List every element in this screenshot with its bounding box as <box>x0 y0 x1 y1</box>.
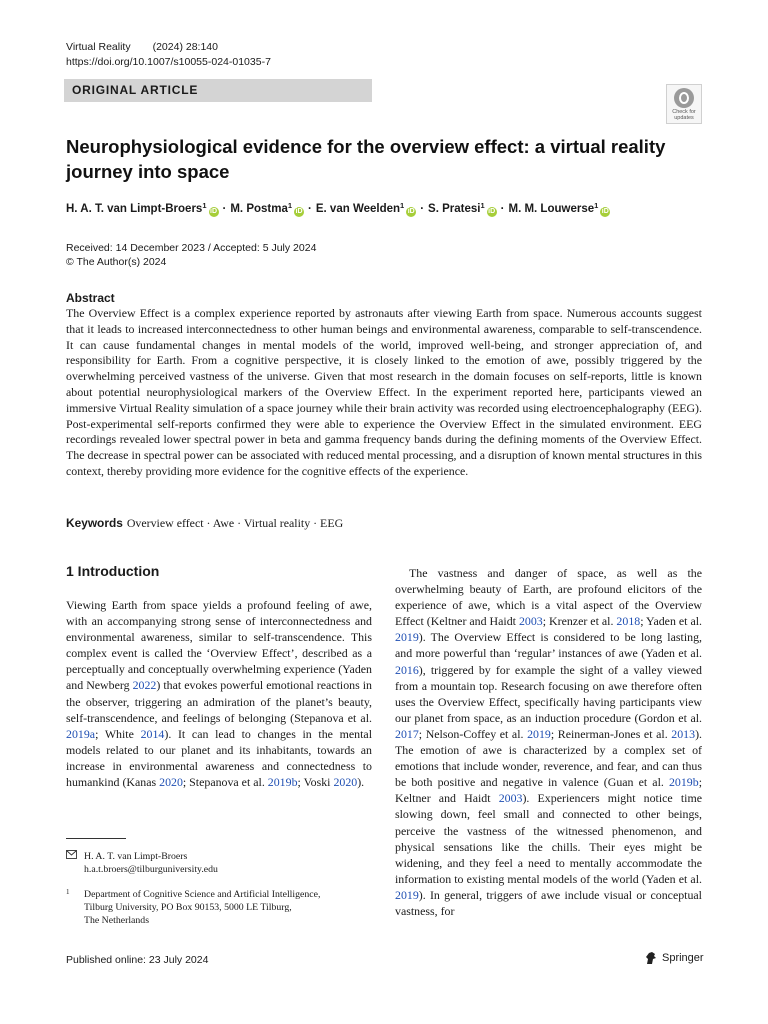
affiliation-mark: 1 <box>66 888 70 896</box>
citation-link[interactable]: 2017 <box>395 726 419 741</box>
article-type-bar: ORIGINAL ARTICLE <box>64 79 372 102</box>
affiliation-line: Tilburg University, PO Box 90153, 5000 LE Tilburg, <box>84 902 292 913</box>
article-dates <box>66 241 316 269</box>
citation-link[interactable]: 2020 <box>333 775 358 790</box>
check-for-updates-button[interactable] <box>666 84 702 124</box>
citation-link[interactable]: 2013 <box>671 726 696 741</box>
check-updates-label: Check for updates <box>672 109 696 121</box>
orcid-icon[interactable]: iD <box>295 208 303 215</box>
orcid-icon[interactable]: iD <box>407 208 415 215</box>
orcid-icon[interactable]: iD <box>210 208 217 215</box>
correspondence-name: H. A. T. van Limpt-Broers <box>84 851 188 862</box>
author-separator: · <box>500 203 505 215</box>
citation-link[interactable]: 2022 <box>132 678 157 693</box>
abstract-heading: Abstract <box>66 291 115 305</box>
citation-link[interactable]: 2019b <box>668 775 699 790</box>
keywords <box>66 516 343 531</box>
citation-link[interactable]: 2019 <box>395 630 419 645</box>
correspondence-email[interactable]: h.a.t.broers@tilburguniversity.edu <box>84 864 218 875</box>
author-name[interactable]: E. van Weelden <box>315 203 401 215</box>
envelope-icon <box>66 850 77 863</box>
citation-link[interactable]: 2019 <box>527 726 551 741</box>
author-affiliation-mark: 1 <box>287 201 293 210</box>
section-heading-introduction: 1 Introduction <box>66 563 160 579</box>
keywords-label: Keywords <box>66 516 123 530</box>
citation-link[interactable]: 2014 <box>140 726 165 741</box>
author-separator: · <box>420 203 425 215</box>
citation-link[interactable]: 2018 <box>616 614 641 629</box>
orcid-icon[interactable]: iD <box>601 208 609 215</box>
citation-link[interactable]: 2019b <box>267 775 298 790</box>
journal-citation: (2024) 28:140 <box>152 41 218 53</box>
author-separator: · <box>222 203 227 215</box>
author-affiliation-mark: 1 <box>480 201 485 210</box>
paper-title: Neurophysiological evidence for the overview effect: a virtual reality journey into space <box>66 136 666 182</box>
author-affiliation-mark: 1 <box>400 201 405 210</box>
author-name[interactable]: M. Postma <box>230 203 288 215</box>
copyright: © The Author(s) 2024 <box>66 256 167 268</box>
citation-link[interactable]: 2019a <box>66 726 96 741</box>
citation-link[interactable]: 2019 <box>395 887 419 902</box>
orcid-icon[interactable]: iD <box>488 208 496 215</box>
affiliation-line: Department of Cognitive Science and Artificial Intelligence, <box>84 889 321 900</box>
citation-link[interactable]: 2016 <box>395 662 419 677</box>
author-name[interactable]: H. A. T. van Limpt-Broers <box>66 203 203 215</box>
check-updates-icon <box>674 88 694 108</box>
abstract-text: The Overview Effect is a complex experience reported by astronauts after viewing Earth from space. Numerous accounts suggest that it leads to increased interconnectedness to other human beings and environmental awareness, comparable to self-transcendence. It can cause fundamental changes in mental models of the world, improved well-being, and stronger appreciation of, and responsibility for Earth. From a cognitive perspective, it is closely linked to the emotion of awe, possibly triggered by the overwhelming perceived vastness of the universe. Given that most research in the domain focuses on self-reports, little is known about potential neurophysiological markers of the Overview Effect. In the experiment reported here, participants viewed an immersive Virtual Reality simulation of a space journey while their brain activity was recorded using electroencephalography (EEG). Post-experimental self-reports confirmed they were able to experience the Overview Effect in the simulated environment. EEG recordings revealed lower spectral power in beta and gamma frequency bands during the defining moments of the Overview Effect. The decrease in spectral power can be associated with reduced mental processing, and a disruption of known mental structures in this context, thereby providing more evidence for the cognitive effects of the experience. <box>66 306 702 478</box>
author-affiliation-mark: 1 <box>202 201 207 210</box>
doi-link[interactable]: https://doi.org/10.1007/s10055-024-01035-7 <box>66 56 271 68</box>
keywords-text: Overview effect · Awe · Virtual reality · EEG <box>126 516 344 530</box>
author-list <box>66 201 610 217</box>
author-name[interactable]: M. M. Louwerse <box>508 203 595 215</box>
received-accepted: Received: 14 December 2023 / Accepted: 5 July 2024 <box>66 242 317 254</box>
journal-info <box>66 40 271 70</box>
publisher-logo <box>644 951 704 965</box>
publisher-name: Springer <box>662 952 704 964</box>
footnote-rule <box>66 838 126 839</box>
journal-name: Virtual Reality <box>66 41 131 53</box>
author-name[interactable]: S. Pratesi <box>428 203 481 215</box>
citation-link[interactable]: 2003 <box>498 791 523 806</box>
author-affiliation-mark: 1 <box>594 201 599 210</box>
intro-column-right: The vastness and danger of space, as well as the overwhelming beauty of Earth, are profound elicitors of the experience of awe, which is a vital aspect of the Overview Effect (Keltner and Haidt 2003; Krenzer et al. 2018; Yaden et al. 2019). The Overview Effect is considered to be long lasting, and more powerful than ‘regular’ instances of awe (Yaden et al. 2016), triggered by for example the sight of a valley viewed from a mountain top. Research focusing on awe therefore often uses the Overview Effect, specifically having participants view our planet from space, as an induction procedure (Gordon et al. 2017; Nelson-Coffey et al. 2019; Reinerman-Jones et al. 2013). The emotion of awe is characterized by a complex set of emotions that include wonder, reverence, and fear, and can thus be both positive and negative in valence (Guan et al. 2019b; Keltner and Haidt 2003). Experiencers might notice time slowing down, feel small and connected to other beings, perceive the vastness of the witnessed phenomenon, and physical sensations like the chills. Their eyes might be widening, and they feel a need to mentally accommodate the information to existing mental models of the world (Yaden et al. 2019). In general, triggers of awe include visual or conceptual vastness, for <box>395 566 702 918</box>
citation-link[interactable]: 2020 <box>159 775 183 790</box>
intro-column-left: Viewing Earth from space yields a profound feeling of awe, with an accompanying strong sense of interconnectedness and environmental awareness, similar to self-transcendence. This complex event is called the ‘Overview Effect’, described as a perceptually and conceptually overwhelming experience (Yaden and Newberg 2022) that evokes powerful emotional reactions in the observer, triggering an admiration of the planet’s beauty, self-transcendence, and feelings of belonging (Stepanova et al. 2019a; White 2014). It can lead to changes in the mental models related to our planet and its inhabitants, towards an increase in environmental awareness and connectedness to humankind (Kanas 2020; Stepanova et al. 2019b; Voski 2020). <box>66 598 372 790</box>
author-separator: · <box>308 203 312 215</box>
citation-link[interactable]: 2003 <box>518 614 543 629</box>
springer-horse-icon <box>644 951 658 965</box>
affiliation-line: The Netherlands <box>84 915 150 926</box>
published-date: Published online: 23 July 2024 <box>66 954 209 966</box>
